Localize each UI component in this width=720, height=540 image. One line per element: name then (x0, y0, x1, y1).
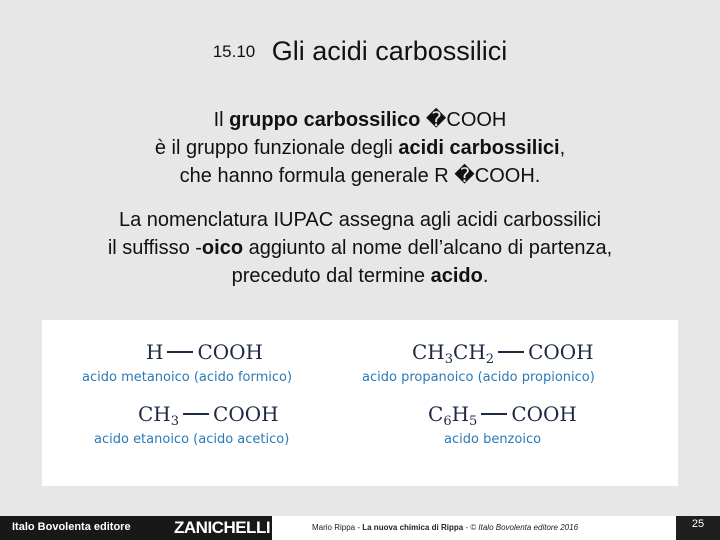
section-number: 15.10 (212, 42, 256, 61)
definition-line-2: è il gruppo funzionale degli acidi carbossilici, (154, 137, 566, 159)
examples-panel (42, 320, 678, 486)
nomenclature-paragraph (0, 206, 720, 290)
publisher-logo-bar (0, 516, 272, 540)
label-benzoic: acido benzoico (444, 432, 542, 447)
footer-bar (0, 516, 720, 540)
definition-paragraph (0, 106, 720, 190)
nomenclature-line-1: La nomenclatura IUPAC assegna agli acidi carbossilici (118, 209, 602, 231)
formula-propanoic: $CH_3CH_2$ COOH (412, 340, 594, 367)
book-credit: Mario Rippa - La nuova chimica di Rippa - © Italo Bovolenta editore 2016 (312, 523, 579, 532)
publisher-name: Italo Bovolenta editore (12, 521, 131, 533)
page-number-box (676, 516, 720, 540)
nomenclature-line-2: il suffisso -oico aggiunto al nome dell’alcano di partenza, (107, 237, 613, 259)
label-propanoic: acido propanoico (acido propionico) (362, 370, 595, 385)
formula-benzoic: $C_6H_5$ COOH (428, 402, 577, 429)
label-acetic: acido etanoico (acido acetico) (94, 432, 290, 447)
formula-acetic: $CH_3$ COOH (138, 402, 279, 429)
definition-line-1: Il gruppo carbossilico �COOH (213, 109, 507, 131)
nomenclature-line-3: preceduto dal termine acido. (231, 265, 489, 287)
title-text: Gli acidi carbossilici (271, 36, 508, 66)
slide-title (0, 36, 720, 67)
page-number: 25 (691, 518, 705, 530)
publisher-logo: ZANICHELLI (174, 518, 271, 537)
formula-formic: H COOH (146, 340, 263, 364)
label-formic: acido metanoico (acido formico) (82, 370, 293, 385)
definition-line-3: che hanno formula generale R �COOH. (179, 165, 541, 187)
